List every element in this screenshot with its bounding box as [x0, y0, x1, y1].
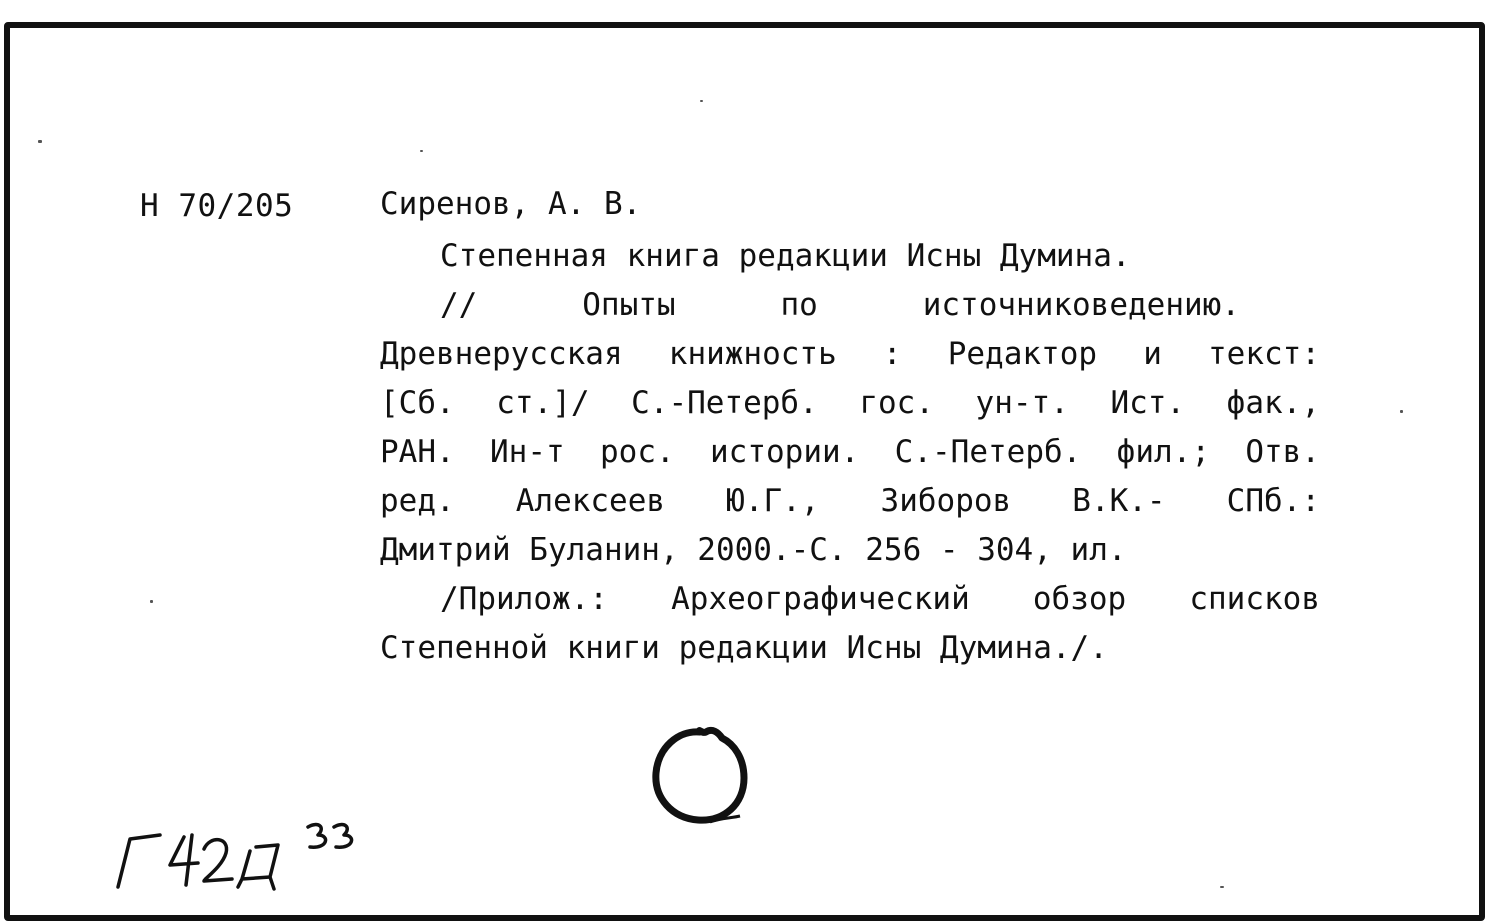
- entry-line-9: Степенной книги редакции Исны Думина./.: [380, 630, 1108, 666]
- entry-line-2: // Опыты по источниковедению.: [440, 287, 1240, 323]
- entry-line-5: РАН. Ин-т рос. истории. С.-Петерб. фил.; Отв.: [380, 434, 1320, 470]
- entry-line-6: ред. Алексеев Ю.Г., Зиборов В.К.- СПб.:: [380, 483, 1320, 519]
- call-number: Н 70/205: [140, 188, 294, 224]
- scan-speck: [700, 100, 703, 102]
- scan-speck: [1220, 886, 1224, 888]
- entry-line-3: Древнерусская книжность : Редактор и текст:: [380, 336, 1320, 372]
- entry-line-4: [Сб. ст.]/ С.-Петерб. гос. ун-т. Ист. фак.,: [380, 385, 1320, 421]
- entry-line-8: /Прилож.: Археографический обзор списков: [440, 581, 1320, 617]
- scan-speck: [150, 600, 153, 603]
- entry-line-7: Дмитрий Буланин, 2000.-С. 256 - 304, ил.: [380, 532, 1127, 568]
- entry-title-line: Степенная книга редакции Исны Думина.: [440, 238, 1131, 274]
- handwritten-shelf-mark: [100, 815, 370, 905]
- handwritten-mark-icon: [100, 815, 370, 905]
- scan-speck: [1400, 410, 1403, 413]
- circle-stamp-icon: [640, 718, 760, 836]
- bibliographic-entry: [380, 232, 1330, 673]
- author-name: Сиренов, А. В.: [380, 186, 642, 222]
- scan-speck: [420, 150, 423, 152]
- scan-speck: [38, 140, 42, 143]
